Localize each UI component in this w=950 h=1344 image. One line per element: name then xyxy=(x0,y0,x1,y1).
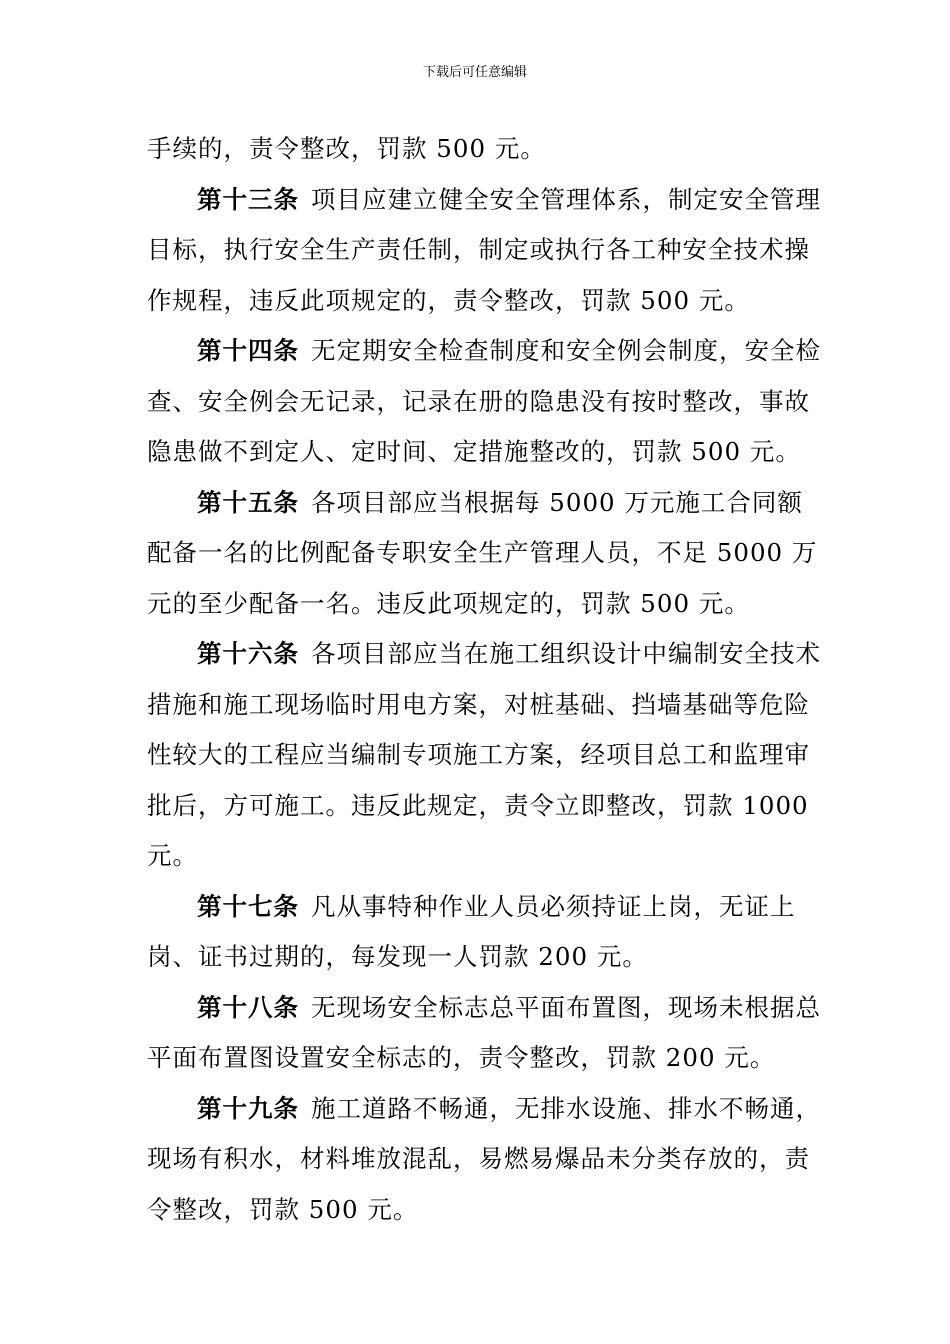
article-17 xyxy=(147,882,827,983)
article-text: 凡从事特种作业人员必须持证上岗，无证上岗、证书过期的，每发现一人罚款 200 元。 xyxy=(147,891,796,971)
article-text: 施工道路不畅通，无排水设施、排水不畅通，现场有积水，材料堆放混乱，易燃易爆品未分类存放的，责令整改，罚款 500 元。 xyxy=(147,1093,821,1224)
article-text: 项目应建立健全安全管理体系，制定安全管理目标，执行安全生产责任制，制定或执行各工种安全技术操作规程，违反此项规定的，责令整改，罚款 500 元。 xyxy=(147,184,821,315)
article-text: 各项目部应当根据每 5000 万元施工合同额配备一名的比例配备专职安全生产管理人员，不足 5000 万元的至少配备一名。违反此项规定的，罚款 500 元。 xyxy=(147,487,818,618)
article-number: 第十九条 xyxy=(197,1093,299,1123)
article-number: 第十八条 xyxy=(197,992,299,1022)
article-number: 第十四条 xyxy=(197,336,299,365)
article-number: 第十五条 xyxy=(197,487,299,517)
article-number: 第十七条 xyxy=(197,891,299,921)
article-text: 各项目部应当在施工组织设计中编制安全技术措施和施工现场临时用电方案，对桩基础、挡墙基础等危险性较大的工程应当编制专项施工方案，经项目总工和监理审批后，方可施工。违反此规定，责令立即整改，罚款 1000 元。 xyxy=(147,639,821,870)
continued-paragraph: 手续的，责令整改，罚款 500 元。 xyxy=(147,134,546,163)
article-text: 无定期安全检查制度和安全例会制度，安全检查、安全例会无记录，记录在册的隐患没有按时整改，事故隐患做不到定人、定时间、定措施整改的，罚款 500 元。 xyxy=(147,336,821,466)
article-number: 第十三条 xyxy=(197,184,299,214)
document-body xyxy=(147,124,827,1235)
article-text: 无现场安全标志总平面布置图，现场未根据总平面布置图设置安全标志的，责令整改，罚款 200 元。 xyxy=(147,992,821,1072)
article-16 xyxy=(147,629,827,882)
article-13 xyxy=(147,175,827,327)
article-19 xyxy=(147,1084,827,1236)
page-header-note: 下载后可任意编辑 xyxy=(422,65,527,80)
article-14 xyxy=(147,326,827,478)
article-number: 第十六条 xyxy=(197,639,299,668)
article-18 xyxy=(147,983,827,1084)
article-15 xyxy=(147,478,827,630)
